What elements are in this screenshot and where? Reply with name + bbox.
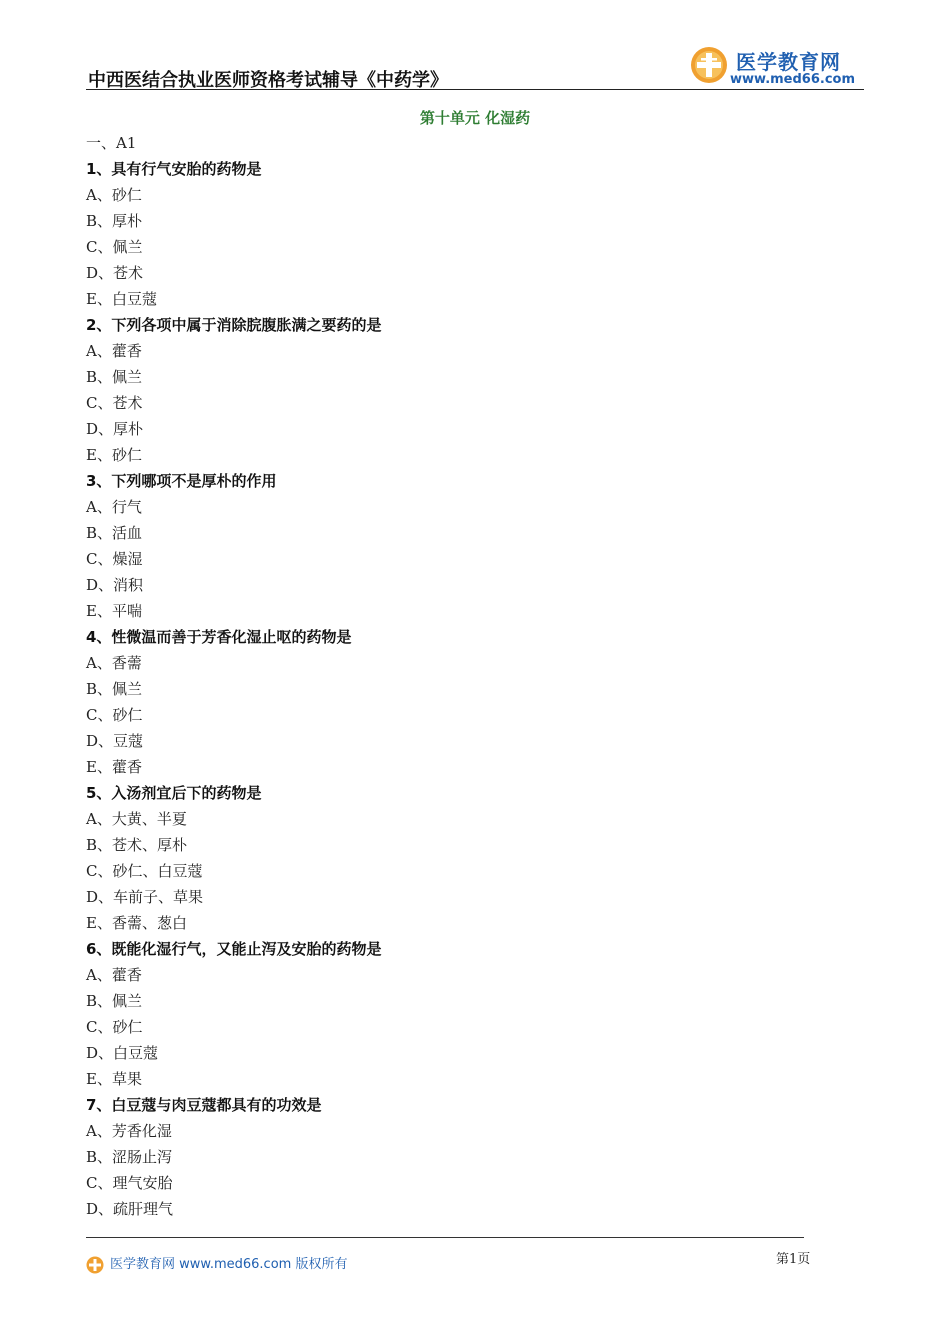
question-stem: 3、下列哪项不是厚朴的作用 — [86, 472, 277, 490]
question-stem: 4、性微温而善于芳香化湿止呕的药物是 — [86, 628, 352, 646]
answer-option: D、消积 — [86, 576, 144, 594]
site-logo[interactable] — [690, 44, 870, 90]
answer-option: C、苍术 — [86, 394, 143, 412]
answer-option: E、平喘 — [86, 602, 142, 620]
answer-option: D、车前子、草果 — [86, 888, 204, 906]
answer-option: E、白豆蔻 — [86, 290, 157, 308]
answer-option: C、佩兰 — [86, 238, 143, 256]
answer-option: D、豆蔻 — [86, 732, 144, 750]
logo-url: www.med66.com — [730, 72, 856, 87]
answer-option: E、草果 — [86, 1070, 142, 1088]
answer-option: B、活血 — [86, 524, 143, 542]
question-list — [86, 130, 381, 1222]
document-title: 中西医结合执业医师资格考试辅导《中药学》 — [88, 70, 448, 91]
question-stem: 6、既能化湿行气，又能止泻及安胎的药物是 — [86, 940, 382, 958]
footer-copyright: 医学教育网 www.med66.com 版权所有 — [110, 1257, 348, 1272]
answer-option: E、香薷、葱白 — [86, 914, 187, 932]
answer-option: A、芳香化湿 — [86, 1122, 172, 1140]
answer-option: A、香薷 — [86, 654, 142, 672]
answer-option: D、苍术 — [86, 264, 144, 282]
unit-title: 第十单元 化湿药 — [419, 109, 531, 127]
answer-option: A、砂仁 — [86, 186, 142, 204]
answer-option: E、藿香 — [86, 758, 142, 776]
answer-option: B、苍术、厚朴 — [86, 836, 188, 854]
answer-option: E、砂仁 — [86, 446, 142, 464]
footer-divider — [86, 1237, 804, 1238]
answer-option: C、理气安胎 — [86, 1174, 173, 1192]
question-stem: 1、具有行气安胎的药物是 — [86, 160, 262, 178]
medical-cross-logo-icon — [690, 46, 728, 84]
header-divider — [86, 89, 864, 90]
question-stem: 7、白豆蔻与肉豆蔻都具有的功效是 — [86, 1096, 322, 1114]
answer-option: A、藿香 — [86, 342, 142, 360]
answer-option: A、藿香 — [86, 966, 142, 984]
answer-option: B、佩兰 — [86, 992, 143, 1010]
answer-option: C、砂仁 — [86, 706, 143, 724]
answer-option: D、厚朴 — [86, 420, 144, 438]
answer-option: C、砂仁、白豆蔻 — [86, 862, 203, 880]
answer-option: B、涩肠止泻 — [86, 1148, 173, 1166]
answer-option: A、大黄、半夏 — [86, 810, 187, 828]
answer-option: D、白豆蔻 — [86, 1044, 159, 1062]
section-heading: 一、A1 — [86, 134, 137, 152]
question-stem: 2、下列各项中属于消除脘腹胀满之要药的是 — [86, 316, 382, 334]
medical-cross-logo-icon — [86, 1256, 104, 1274]
answer-option: B、佩兰 — [86, 368, 143, 386]
answer-option: C、燥湿 — [86, 550, 143, 568]
page-number: 第1页 — [776, 1252, 811, 1267]
logo-text: 医学教育网 — [736, 50, 841, 74]
answer-option: D、疏肝理气 — [86, 1200, 174, 1218]
question-stem: 5、入汤剂宜后下的药物是 — [86, 784, 262, 802]
answer-option: B、厚朴 — [86, 212, 143, 230]
answer-option: C、砂仁 — [86, 1018, 143, 1036]
answer-option: B、佩兰 — [86, 680, 143, 698]
answer-option: A、行气 — [86, 498, 142, 516]
